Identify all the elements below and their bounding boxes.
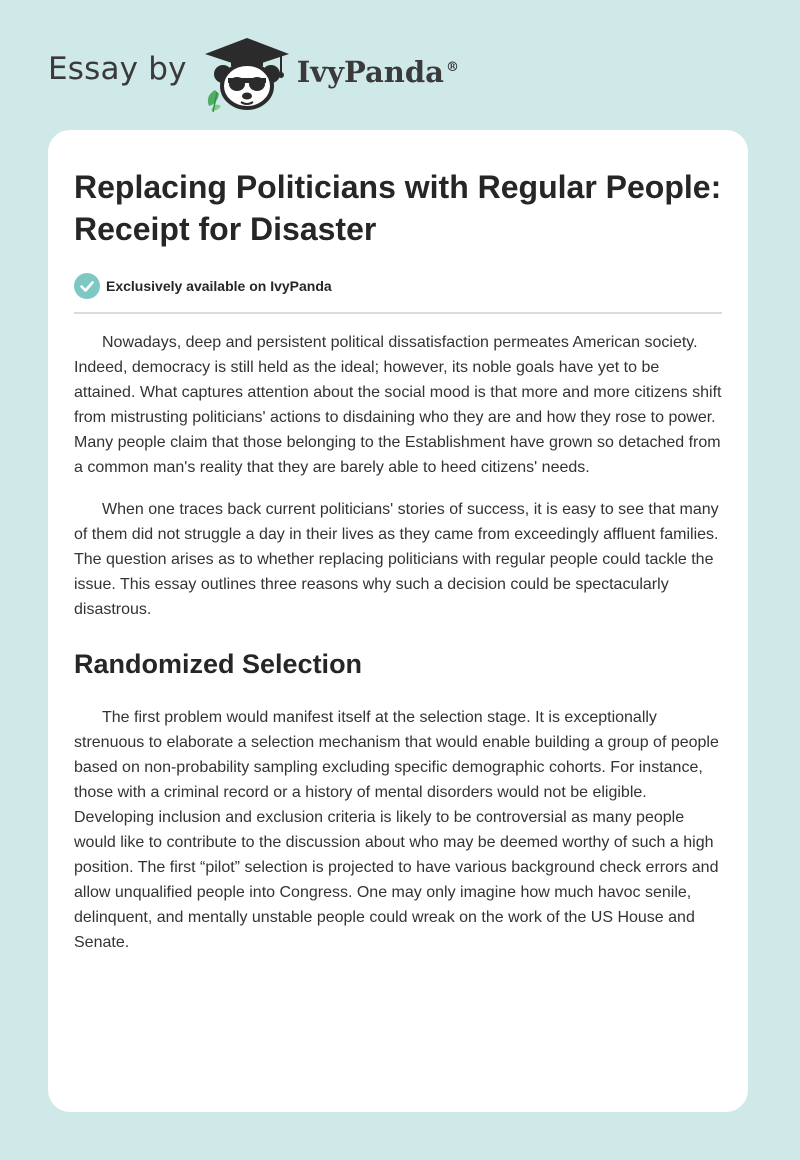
essay-card <box>48 130 748 1112</box>
brand-prefix: Essay by <box>48 51 187 87</box>
exclusive-badge <box>74 272 722 300</box>
badge-label: Exclusively available on IvyPanda <box>106 278 332 294</box>
section-heading: Randomized Selection <box>74 649 363 679</box>
brand-name <box>297 55 459 89</box>
paragraph: When one traces back current politicians' stories of success, it is easy to see that many of them did not struggle a day in their lives as they came from exceedingly affluent families. The question arises as to whether replacing politicians with regular people could tackle the issue. This essay outlines three reasons why such a decision could be spectacularly disastrous. <box>74 501 719 618</box>
page-title: Replacing Politicians with Regular People: Receipt for Disaster <box>74 169 722 247</box>
brand-header[interactable] <box>48 34 459 114</box>
paragraph: The first problem would manifest itself at the selection stage. It is exceptionally strenuous to elaborate a selection mechanism that would enable building a group of people based on non-probability sampling excluding specific demographic cohorts. For instance, those with a criminal record or a history of mental disorders would not be eligible. Developing inclusion and exclusion criteria is likely to be controversial as many people would like to contribute to the discussion about who may be deemed worthy of such a high position. The first “pilot” selection is projected to have various background check errors and allow unqualified people into Congress. One may only imagine how much havoc senile, delinquent, and mentally unstable people could wreak on the work of the US House and Senate. <box>74 709 719 951</box>
check-circle-icon <box>74 273 100 299</box>
paragraph: Nowadays, deep and persistent political dissatisfaction permeates American society. Indeed, democracy is still held as the ideal; however, its noble goals have yet to be attained. What captures attention about the social mood is that more and more citizens shift from mistrusting politicians' actions to disdaining who they are and how they rose to power. Many people claim that those belonging to the Establishment have grown so detached from a common man's reality that they are barely able to heed citizens' needs. <box>74 334 722 476</box>
brand-name-text: IvyPanda <box>296 55 444 89</box>
panda-logo-icon <box>201 34 293 114</box>
registered-mark: ® <box>445 60 459 76</box>
divider <box>74 312 722 314</box>
